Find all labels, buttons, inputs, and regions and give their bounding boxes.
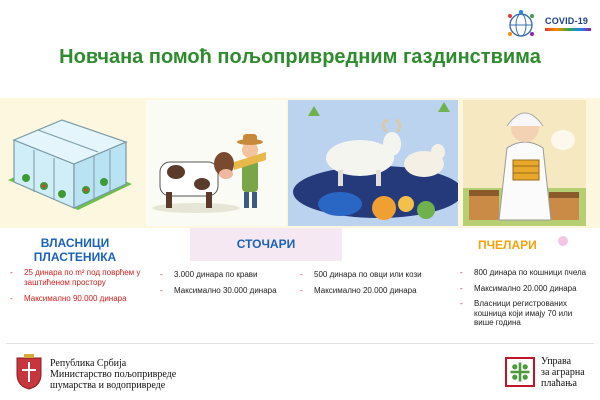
list-item: - 25 динара по m² под поврћем у заштићеном простору (10, 268, 145, 287)
beekeeper-illustration (463, 100, 586, 226)
list-item: - 800 динара по кошници пчела (460, 268, 590, 278)
agency-line: Управа (541, 356, 572, 367)
heading-cattle-farmers: СТОЧАРИ (236, 237, 296, 251)
heading-greenhouse-owners: ВЛАСНИЦИ ПЛАСТЕНИКА (33, 236, 117, 264)
decorative-spot (558, 236, 568, 246)
greenhouse-bullets (10, 268, 145, 311)
page-title: Новчана помоћ пољопривредним газдинствима (59, 46, 541, 68)
agency-line: плаћања (541, 378, 577, 389)
cow-farmer-illustration (146, 100, 286, 226)
covid-color-strip (545, 28, 591, 31)
footer-divider (6, 343, 594, 344)
serbia-coat-of-arms-icon (14, 354, 44, 390)
agency-logo-icon (505, 357, 535, 387)
list-item: - 500 динара по овци или кози (300, 270, 460, 280)
list-item: - 3.000 динара по крави (160, 270, 290, 280)
agency-name (541, 356, 585, 389)
beekeeper-bullets (460, 268, 590, 334)
agency-line: за аграрна (541, 367, 585, 378)
sheep-goat-illustration (288, 100, 458, 226)
list-item: - Максимално 90.000 динара (10, 294, 145, 304)
list-item: - Максимално 20.000 динара (300, 286, 460, 296)
list-item: - Максимално 30.000 динара (160, 286, 290, 296)
ministry-line: шумарства и водопривреде (50, 380, 166, 391)
cattle-bullets (160, 270, 290, 301)
ministry-line: Република Србија (50, 358, 127, 369)
list-item: - Максимално 20.000 динара (460, 284, 590, 294)
sheep-bullets (300, 270, 460, 301)
covid-label: COVID-19 (545, 16, 589, 26)
ministry-name (50, 358, 176, 391)
list-item: - Власници регистрованих кошница који имају 70 или више година (460, 299, 590, 328)
covid-globe-icon (506, 10, 536, 40)
greenhouse-illustration (0, 100, 140, 226)
heading-beekeepers: ПЧЕЛАРИ (478, 238, 537, 252)
ministry-line: Министарство пољопривреде (50, 369, 177, 380)
